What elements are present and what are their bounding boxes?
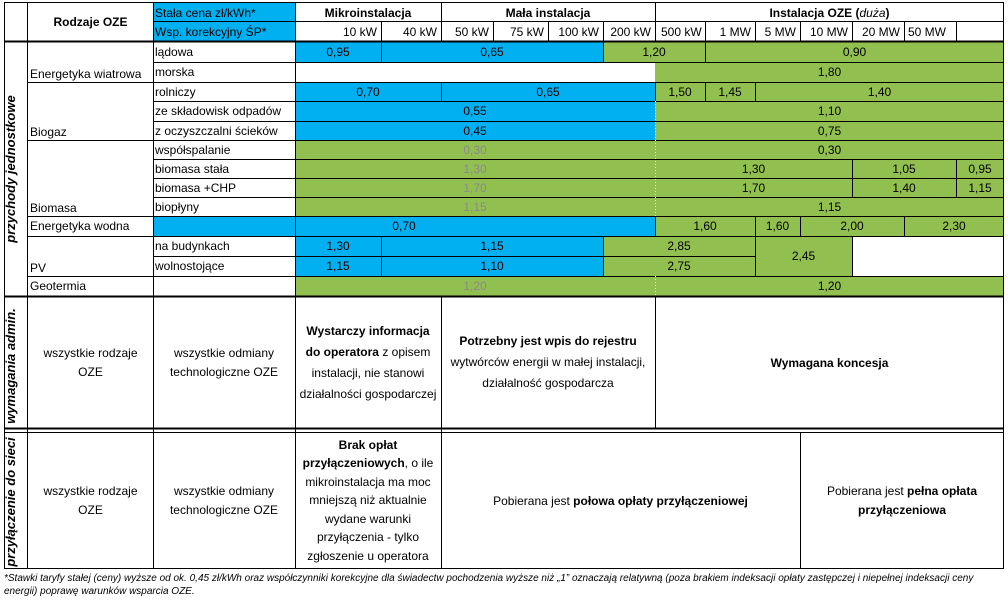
cell-wolnostojace-mikro: 1,15 <box>295 256 381 276</box>
cap-10mw: 10 MW <box>809 24 848 39</box>
cell-budynki-200kw: 2,85 <box>603 236 755 256</box>
side-label-przylaczenie: przyłączenie do sieci <box>3 437 18 567</box>
cap-1mw: 1 MW <box>719 24 751 39</box>
cell-budynki-mikro: 1,30 <box>295 236 381 256</box>
cell-bioplyny-small: 1,15 <box>295 197 655 216</box>
subtype-wspolspalanie: współspalanie <box>155 142 231 157</box>
footnote: *Stawki taryfy stałej (ceny) wyższe od ok. 0,45 zł/kWh oraz współczynniki korekcyjne dla świadectw pochodzenia wyższe niż „1” oznaczają relatywną (poza brakiem indeksacji opłaty zastępczej i niepełnej indeksacji ceny energii) poprawę warunków wsparcia OZE. <box>4 573 974 597</box>
cell-morska: 1,80 <box>655 62 1004 82</box>
cell-biomasa-chp-50mw: 1,15 <box>956 178 1004 197</box>
cap-500kw: 500 kW <box>661 24 702 39</box>
cap-40kw: 40 kW <box>402 24 437 39</box>
cell-rolniczy-1mw: 1,45 <box>705 82 755 101</box>
grid-duza-bold: pełna opłata przyłączeniowa <box>857 483 978 517</box>
cell-rolniczy-mikro: 0,70 <box>295 82 441 101</box>
admin-odmiany: wszystkie odmiany technologiczne OZE <box>169 345 279 379</box>
cell-ladowa-large: 0,90 <box>705 42 1004 62</box>
subtype-na-budynkach: na budynkach <box>155 239 230 253</box>
cell-wspolspalanie-small: 0,30 <box>295 140 655 159</box>
admin-duza: Wymagana koncesja <box>770 355 889 370</box>
subtype-bioplyny: biopłyny <box>155 199 200 214</box>
cell-wodna-500kw: 1,60 <box>655 216 755 236</box>
cap-200kw: 200 kW <box>610 24 651 39</box>
cell-wodna-5mw: 1,60 <box>755 216 800 236</box>
category-wiatr: Energetyka wiatrowa <box>30 67 142 81</box>
cell-biomasa-chp-mid: 1,70 <box>655 178 852 197</box>
admin-rodzaje: wszystkie rodzaje OZE <box>43 345 138 379</box>
admin-mikro-rest: z opisem instalacji, nie stanowi działalności gospodarczej <box>299 344 437 401</box>
cell-biomasa-stala-20mw: 1,05 <box>852 159 956 178</box>
cell-wolnostojace-mala: 1,10 <box>381 256 603 276</box>
cap-100kw: 100 kW <box>558 24 599 39</box>
side-label-przychody: przychody jednostkowe <box>3 95 18 243</box>
header-rodzaje-oze: Rodzaje OZE <box>53 15 128 29</box>
cell-geotermia-large: 1,20 <box>655 276 1004 296</box>
cell-wodna-10mw: 2,00 <box>800 216 904 236</box>
cell-wodna-50mw: 2,30 <box>904 216 1004 236</box>
cap-50mw: 50 MW <box>908 24 947 39</box>
header-instalacja-oze-prefix: Instalacja OZE ( <box>769 5 860 20</box>
grid-odmiany: wszystkie odmiany technologiczne OZE <box>169 483 279 517</box>
grid-mikro-rest: , o ile mikroinstalacja ma moc mniejszą niż aktualnie wydane warunki przyłączenia - tylko zgłoszenie u operatora <box>305 456 434 563</box>
header-mikroinstalacja: Mikroinstalacja <box>324 5 412 20</box>
subtype-biomasa-chp: biomasa +CHP <box>155 180 237 195</box>
category-geotermia: Geotermia <box>30 279 87 293</box>
admin-mikro-bold: Wystarczy informacja do operatora <box>305 323 430 359</box>
cell-budynki-mala: 1,15 <box>381 236 603 256</box>
header-mala-instalacja: Mała instalacja <box>505 5 591 20</box>
cell-pv-large: 2,45 <box>755 236 852 276</box>
grid-mala-bold: połowa opłaty przyłączeniowej <box>573 493 748 508</box>
cell-oczyszczalni-large: 0,75 <box>655 121 1004 140</box>
cell-wodna-small: 0,70 <box>153 216 655 236</box>
header-stala-cena: Stała cena zł/kWh* <box>153 3 295 22</box>
cell-bioplyny-large: 1,15 <box>655 197 1004 216</box>
cell-biomasa-stala-small: 1,30 <box>295 159 655 178</box>
subtype-skladowisk: ze składowisk odpadów <box>155 104 282 118</box>
cap-10kw: 10 kW <box>342 24 377 39</box>
cell-biomasa-stala-mid: 1,30 <box>655 159 852 178</box>
subtype-biomasa-stala: biomasa stała <box>155 161 230 176</box>
grid-mala-prefix: Pobierana jest <box>493 493 574 508</box>
side-label-wymagania: wymagania admin. <box>3 308 18 424</box>
grid-mikro-bold: Brak opłat przyłączeniowych <box>302 437 405 471</box>
cell-wolnostojace-200kw: 2,75 <box>603 256 755 276</box>
subtype-ladowa: lądowa <box>155 45 194 59</box>
subtype-oczyszczalni: z oczyszczalni ścieków <box>155 123 278 138</box>
subtype-wolnostojace: wolnostojące <box>155 259 225 273</box>
cell-ladowa-mikro: 0,95 <box>295 42 381 62</box>
cell-ladowa-200kw: 1,20 <box>603 42 705 62</box>
subtype-rolniczy: rolniczy <box>155 84 196 99</box>
header-instalacja-oze-suffix: ) <box>885 5 890 20</box>
admin-mala-bold: Potrzebny jest wpis do rejestru <box>459 334 637 348</box>
subtype-morska: morska <box>155 65 195 79</box>
cell-ladowa-mala: 0,65 <box>381 42 603 62</box>
cell-skladowisk-large: 1,10 <box>655 101 1004 121</box>
cell-oczyszczalni-small: 0,45 <box>295 121 655 140</box>
category-wodna: Energetyka wodna <box>30 219 130 233</box>
cell-biomasa-stala-50mw: 0,95 <box>956 159 1004 178</box>
category-pv: PV <box>30 261 47 275</box>
category-biomasa: Biomasa <box>30 201 77 215</box>
admin-mala-rest: wytwórców energii w małej instalacji, działalność gospodarcza <box>450 355 646 390</box>
cell-wspolspalanie-large: 0,30 <box>655 140 1004 159</box>
header-instalacja-oze-duza: duża <box>859 5 886 20</box>
cell-geotermia-small: 1,20 <box>295 276 655 296</box>
cap-75kw: 75 kW <box>509 24 544 39</box>
cell-biomasa-chp-20mw: 1,40 <box>852 178 956 197</box>
cell-skladowisk-small: 0,55 <box>295 101 655 121</box>
category-biogaz: Biogaz <box>30 125 67 139</box>
cap-50kw: 50 kW <box>454 24 489 39</box>
grid-rodzaje: wszystkie rodzaje OZE <box>43 483 138 517</box>
cell-biomasa-chp-small: 1,70 <box>295 178 655 197</box>
grid-duza-prefix: Pobierana jest <box>826 483 908 498</box>
cap-5mw: 5 MW <box>764 24 796 39</box>
cell-rolniczy-500kw: 1,50 <box>655 82 705 101</box>
header-wsp-korekcyjny: Wsp. korekcyjny ŚP* <box>153 22 295 41</box>
cap-20mw: 20 MW <box>861 24 900 39</box>
cell-rolniczy-mala: 0,65 <box>441 82 655 101</box>
cell-rolniczy-large: 1,40 <box>755 82 1004 101</box>
